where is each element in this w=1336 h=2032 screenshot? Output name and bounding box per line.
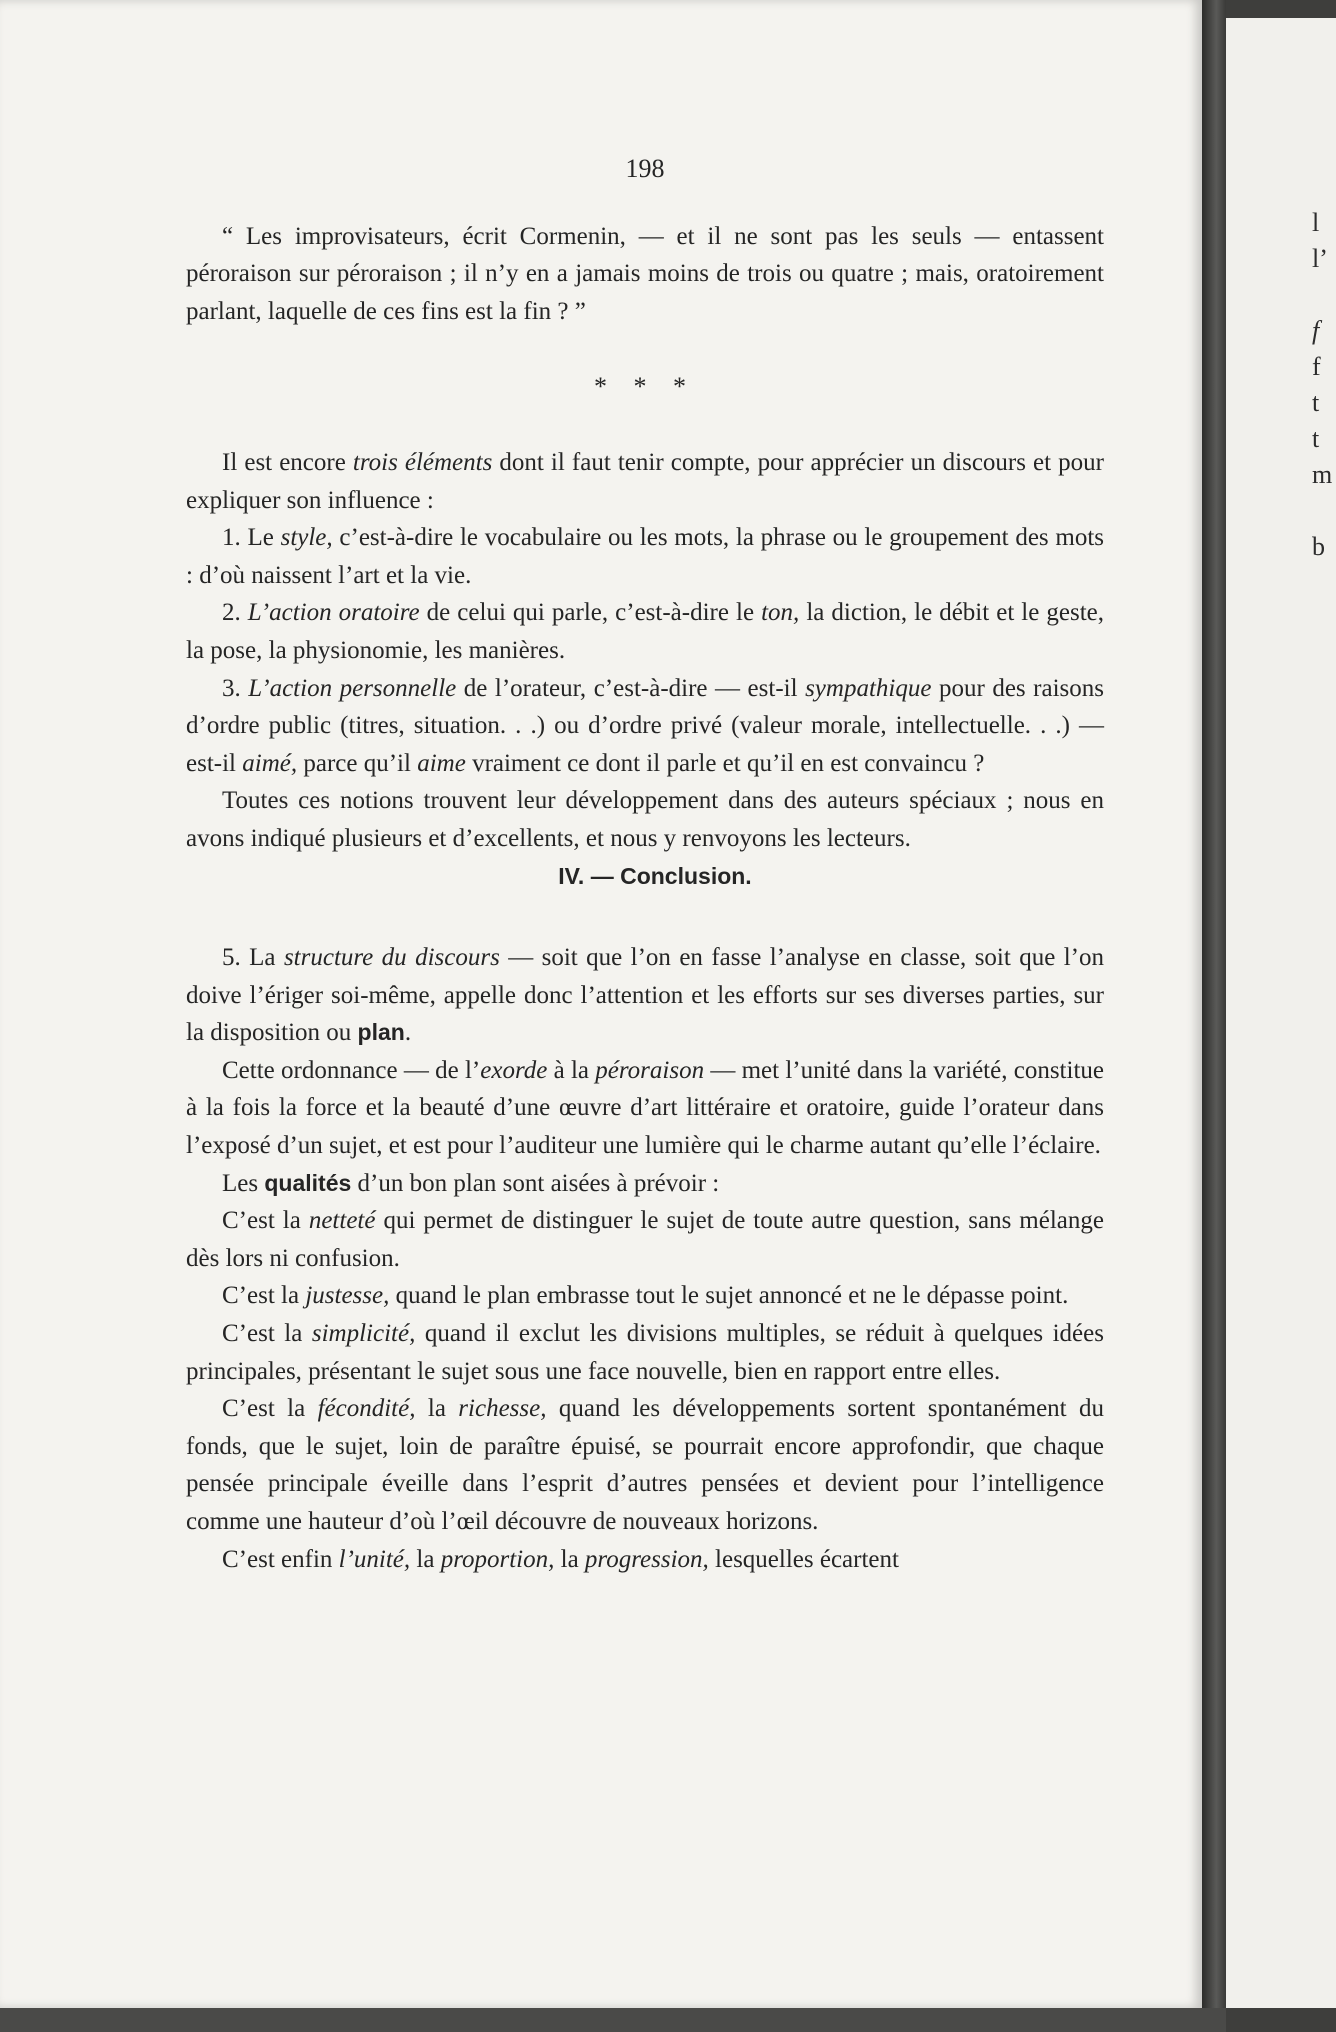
facing-fragment: t: [1312, 388, 1320, 417]
book-gutter-shadow: [1202, 0, 1226, 2032]
element-item-style: 1. Le style, c’est-à-dire le vocabulaire ou les mots, la phrase ou le groupement des mots : d’où naissent l’art et la vie.: [186, 524, 1104, 589]
notions-paragraph: Toutes ces notions trouvent leur développement dans des auteurs spéciaux ; nous en avons indiqué plusieurs et d’excellents, et nous y renvoyons les lecteurs.: [186, 787, 1104, 852]
element-item-action-oratoire: 2. L’action oratoire de celui qui parle, c’est-à-dire le ton, la diction, le débit et le geste, la pose, la physionomie, les manières.: [186, 599, 1105, 664]
facing-fragment: l’: [1312, 244, 1328, 273]
facing-fragment: b: [1312, 532, 1325, 561]
facing-fragment: m: [1312, 460, 1333, 489]
facing-fragment: t: [1312, 424, 1320, 453]
element-item-action-personnelle: 3. L’action personnelle de l’orateur, c’est-à-dire — est-il sympathique pour des raisons d’ordre public (titres, situation. . .) ou d’ordre privé (valeur morale, intellectuelle. . .) — est-il aimé, parce qu’il aime vraiment ce dont il parle et qu’il en est convaincu ?: [186, 674, 1104, 777]
justesse-paragraph: C’est la justesse, quand le plan embrasse tout le sujet annoncé et ne le dépasse point.: [222, 1282, 1069, 1310]
scan-bottom-edge: [0, 2008, 1226, 2032]
unite-paragraph: C’est enfin l’unité, la proportion, la progression, lesquelles écartent: [222, 1545, 899, 1573]
page-number: 198: [625, 154, 665, 183]
facing-fragment: f: [1312, 316, 1320, 345]
facing-page-edge: [1226, 18, 1336, 2008]
simplicite-paragraph: C’est la simplicité, quand il exclut les divisions multiples, se réduit à quelques idées principales, présentant le sujet sous une face nouvelle, bien en rapport entre elles.: [186, 1320, 1104, 1385]
ordonnance-paragraph: Cette ordonnance — de l’exorde à la péroraison — met l’unité dans la variété, constitue à la fois la force et la beauté d’une œuvre d’art littéraire et oratoire, guide l’orateur dans l’exposé d’un sujet, et est pour l’auditeur une lumière qui le charme autant qu’elle l’éclaire.: [186, 1056, 1104, 1160]
qualites-paragraph: Les qualités d’un bon plan sont aisées à prévoir :: [222, 1169, 720, 1197]
intro-paragraph: Il est encore trois éléments dont il faut tenir compte, pour apprécier un discours et pour expliquer son influence :: [186, 448, 1104, 514]
asterism-separator: * * *: [594, 372, 696, 402]
quote-paragraph: “ Les improvisateurs, écrit Cormenin, — et il ne sont pas les seuls — entassent péroraison sur péroraison ; il n’y en a jamais moins de trois ou quatre ; mais, oratoirement parlant, laquelle de ces fins est la fin ? ”: [186, 222, 1104, 325]
facing-fragment: f: [1312, 352, 1321, 381]
nettete-paragraph: C’est la netteté qui permet de distinguer le sujet de toute autre question, sans mélange dès lors ni confusion.: [186, 1207, 1104, 1272]
structure-paragraph: 5. La structure du discours — soit que l’on en fasse l’analyse en classe, soit que l’on doive l’ériger soi-même, appelle donc l’attention et les efforts sur ses diverses parties, sur la disposition ou plan.: [186, 944, 1104, 1047]
page-text-block: [186, 150, 1104, 1578]
facing-fragment: l: [1312, 208, 1320, 237]
fecondite-paragraph: C’est la fécondité, la richesse, quand les développements sortent spontanément du fonds, que le sujet, loin de paraître épuisé, se pourrait encore approfondir, que chaque pensée principale éveille dans l’esprit d’autres pensées et devient pour l’intelligence comme une hauteur d’où l’œil découvre de nouveaux horizons.: [186, 1395, 1104, 1535]
section-heading: IV. — Conclusion.: [558, 862, 752, 889]
